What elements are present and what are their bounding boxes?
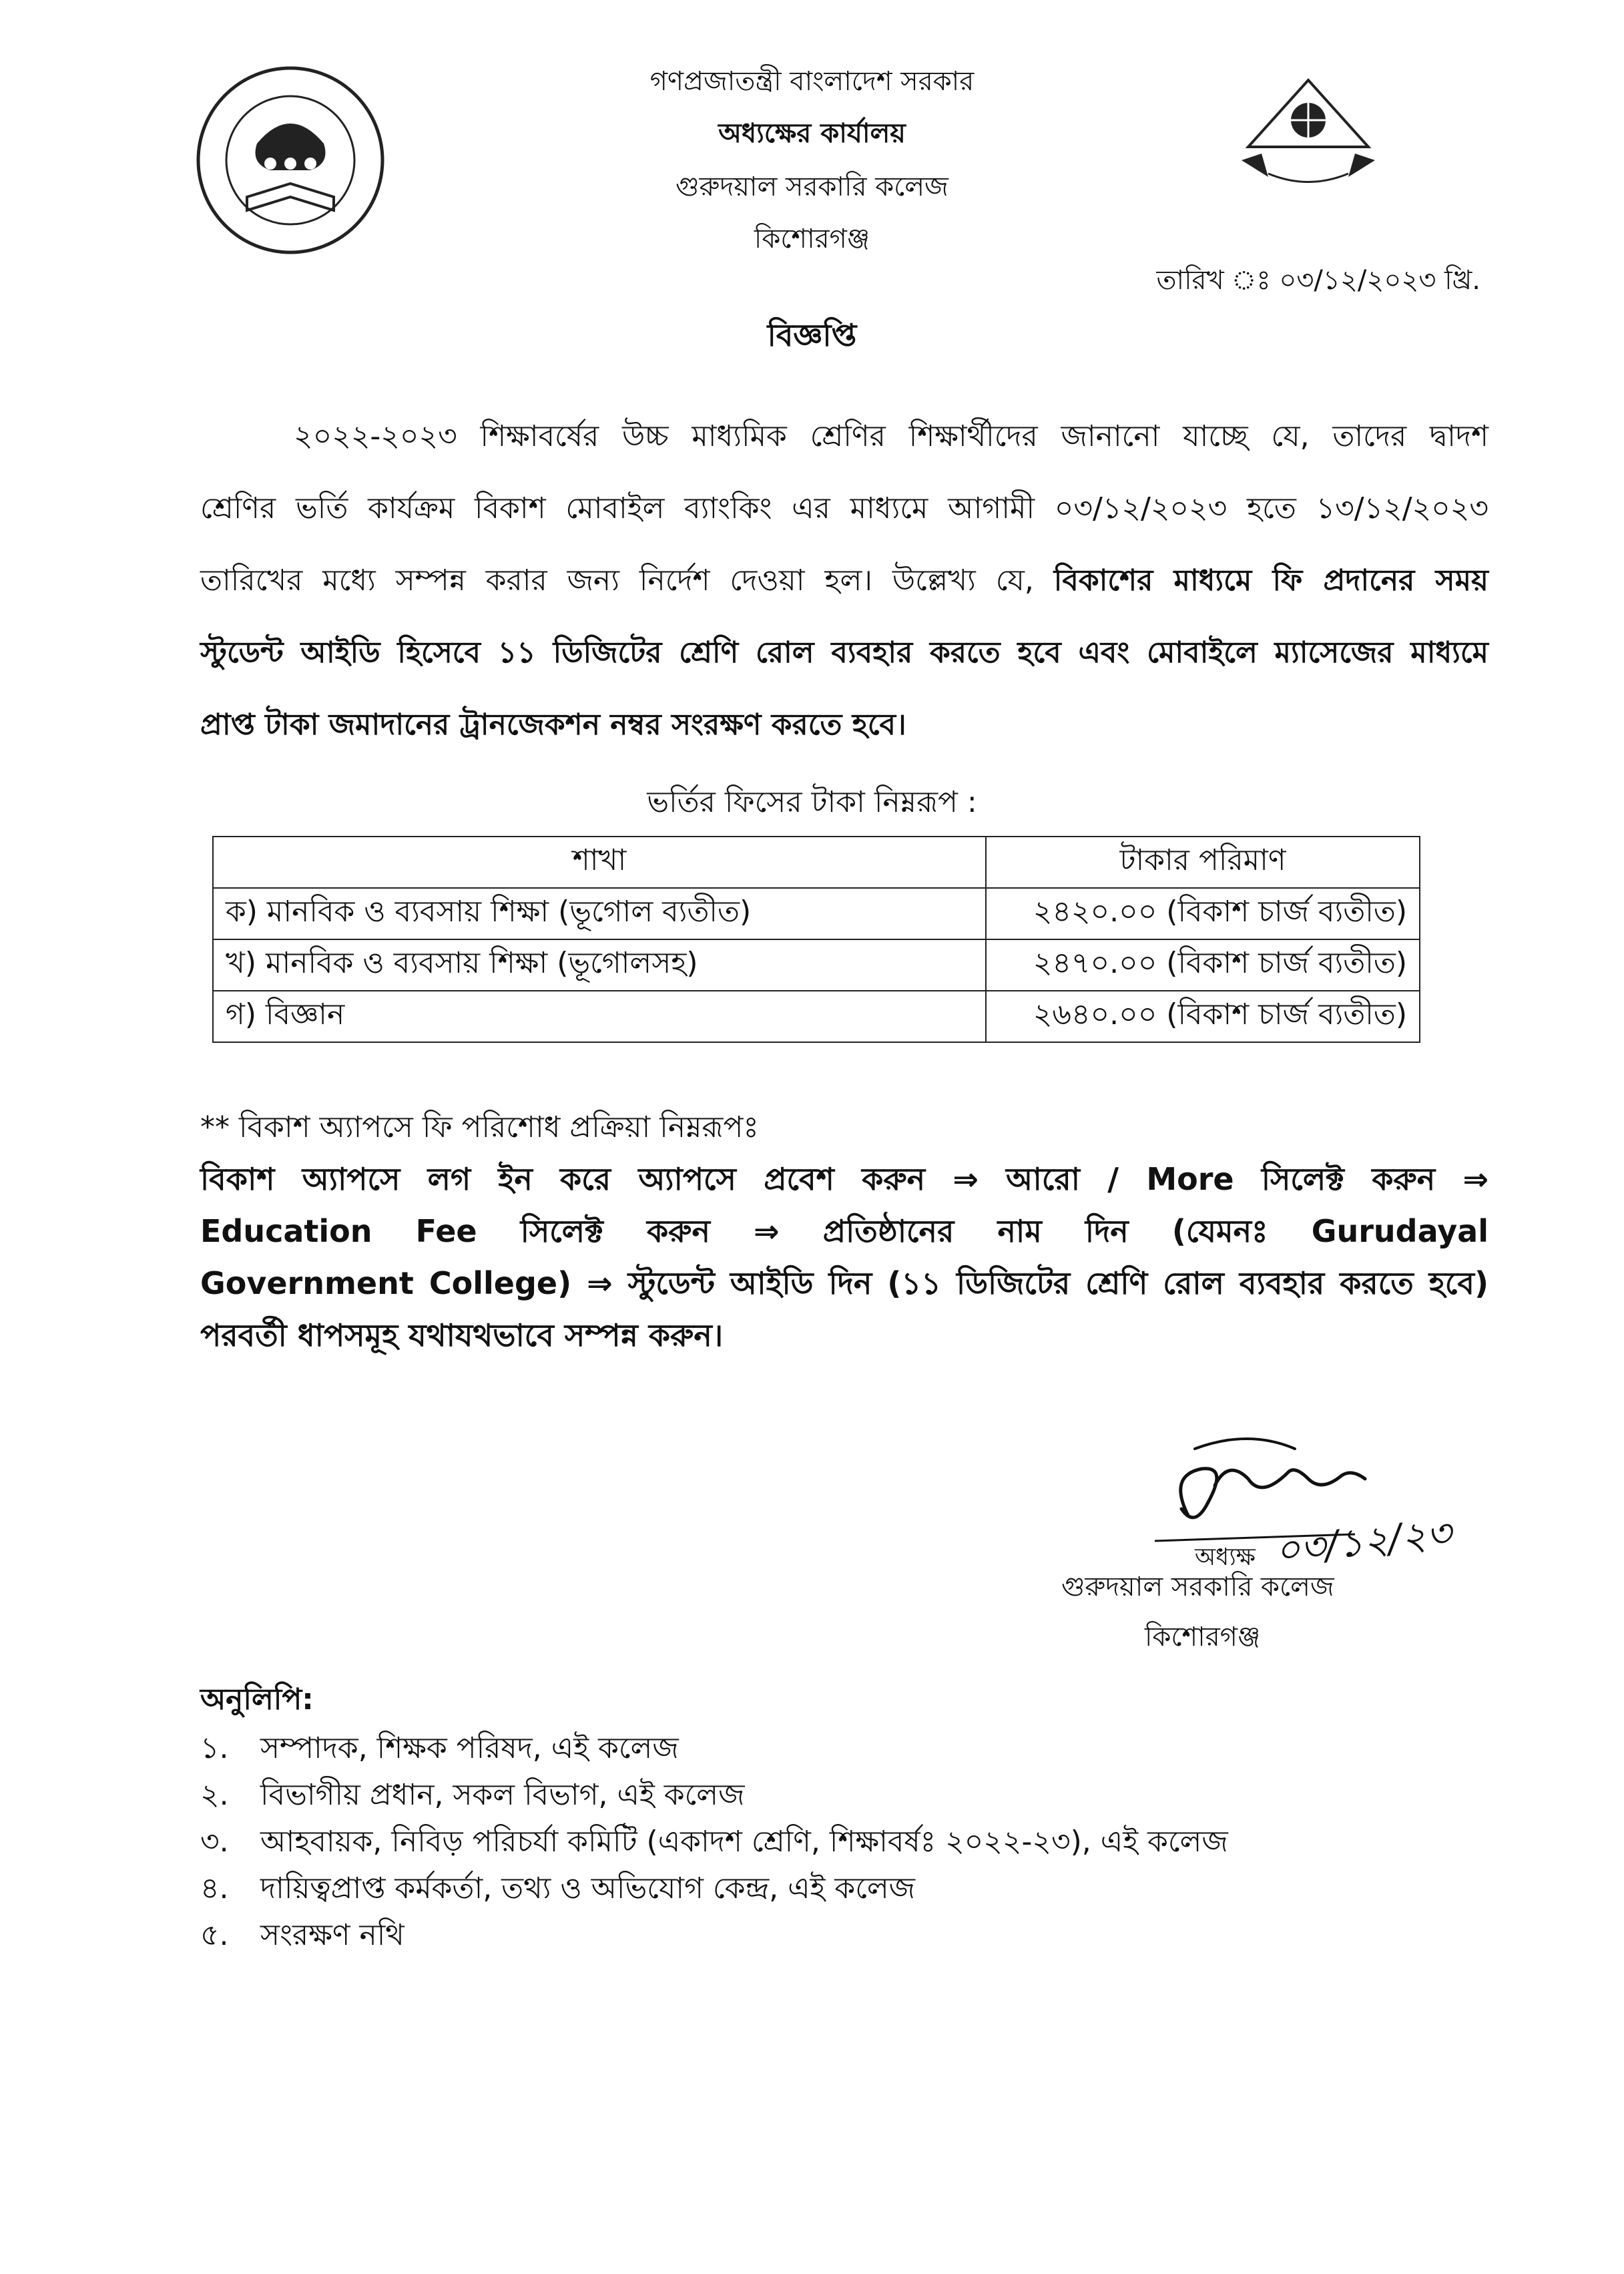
- fee-table-header-amount: টাকার পরিমাণ: [986, 837, 1420, 888]
- fee-table-caption: ভর্তির ফিসের টাকা নিম্নরূপ :: [647, 785, 977, 819]
- notice-title: বিজ্ঞপ্তি: [767, 317, 857, 353]
- fee-branch-cell: গ) বিজ্ঞান: [213, 991, 986, 1042]
- list-item: ২. বিভাগীয় প্রধান, সকল বিভাগ, এই কলেজ: [200, 1778, 745, 1812]
- body-line-3-emphasis: বিকাশের মাধ্যমে ফি প্রদানের সময়: [1053, 563, 1488, 598]
- signature-college: গুরুদয়াল সরকারি কলেজ: [1061, 1572, 1334, 1602]
- fee-table-header-branch: শাখা: [213, 837, 986, 888]
- body-line-3: তারিখের মধ্যে সম্পন্ন করার জন্য নির্দেশ দেওয়া হল। উল্লেখ্য যে, বিকাশের মাধ্যমে ফি প্রদানের সময়: [200, 563, 1488, 598]
- fee-amount-cell: ২৪২০.০০ (বিকাশ চার্জ ব্যতীত): [986, 888, 1420, 939]
- notice-date: তারিখ ঃ ০৩/১২/২০২৩ খ্রি.: [1156, 265, 1480, 296]
- signature-date: ০৩/১২/২৩: [1272, 1510, 1454, 1574]
- fee-table: [212, 836, 1420, 1043]
- list-item: ১. সম্পাদক, শিক্ষক পরিষদ, এই কলেজ: [200, 1731, 679, 1765]
- fee-table-header-row: [213, 837, 1420, 888]
- process-line-2: Education Fee সিলেক্ট করুন ⇒ প্রতিষ্ঠানের নাম দিন (যেমনঃ Gurudayal: [200, 1213, 1488, 1249]
- body-line-5: প্রাপ্ত টাকা জমাদানের ট্রানজেকশন নম্বর সংরক্ষণ করতে হবে।: [200, 708, 906, 742]
- body-line-1: ২০২২-২০২৩ শিক্ষাবর্ষের উচ্চ মাধ্যমিক শ্রেণির শিক্ষার্থীদের জানানো যাচ্ছে যে, তাদের দ্বাদশ: [294, 419, 1488, 453]
- signature-district: কিশোরগঞ্জ: [1145, 1622, 1261, 1652]
- fee-amount-cell: ২৬৪০.০০ (বিকাশ চার্জ ব্যতীত): [986, 991, 1420, 1042]
- process-heading: ** বিকাশ অ্যাপসে ফি পরিশোধ প্রক্রিয়া নিম্নরূপঃ: [200, 1110, 759, 1144]
- process-line-4: পরবর্তী ধাপসমূহ যথাযথভাবে সম্পন্ন করুন।: [200, 1317, 724, 1353]
- fee-branch-cell: ক) মানবিক ও ব্যবসায় শিক্ষা (ভূগোল ব্যতীত): [213, 888, 986, 939]
- list-item: ৪. দায়িত্বপ্রাপ্ত কর্মকর্তা, তথ্য ও অভিযোগ কেন্দ্র, এই কলেজ: [200, 1871, 916, 1905]
- list-item: ৩. আহবায়ক, নিবিড় পরিচর্যা কমিটি (একাদশ শ্রেণি, শিক্ষাবর্ষঃ ২০২২-২৩), এই কলেজ: [200, 1825, 1228, 1859]
- office-name: অধ্যক্ষের কার্যালয়: [718, 118, 906, 149]
- district-name: কিশোরগঞ্জ: [754, 224, 870, 254]
- fee-branch-cell: খ) মানবিক ও ব্যবসায় শিক্ষা (ভূগোলসহ): [213, 939, 986, 991]
- body-line-2: শ্রেণির ভর্তি কার্যক্রম বিকাশ মোবাইল ব্যাংকিং এর মাধ্যমে আগামী ০৩/১২/২০২৩ হতে ১৩/১২/২০২৩: [200, 491, 1488, 525]
- process-line-1: বিকাশ অ্যাপসে লগ ইন করে অ্যাপসে প্রবেশ করুন ⇒ আরো / More সিলেক্ট করুন ⇒: [200, 1161, 1488, 1197]
- college-name: গুরুদয়াল সরকারি কলেজ: [675, 172, 949, 202]
- fee-amount-cell: ২৪৭০.০০ (বিকাশ চার্জ ব্যতীত): [986, 939, 1420, 991]
- body-line-4: স্টুডেন্ট আইডি হিসেবে ১১ ডিজিটের শ্রেণি রোল ব্যবহার করতে হবে এবং মোবাইলে ম্যাসেজের মাধ্যমে: [200, 636, 1488, 670]
- table-row: [213, 991, 1420, 1042]
- list-item: ৫. সংরক্ষণ নথি: [200, 1918, 404, 1952]
- signature-designation: অধ্যক্ষ: [1195, 1544, 1256, 1571]
- table-row: [213, 939, 1420, 991]
- copies-heading: অনুলিপি:: [200, 1682, 314, 1717]
- process-line-3: Government College) ⇒ স্টুডেন্ট আইডি দিন (১১ ডিজিটের শ্রেণি রোল ব্যবহার করতে হবে): [200, 1265, 1488, 1301]
- table-row: [213, 888, 1420, 939]
- government-name: গণপ্রজাতন্ত্রী বাংলাদেশ সরকার: [649, 66, 975, 97]
